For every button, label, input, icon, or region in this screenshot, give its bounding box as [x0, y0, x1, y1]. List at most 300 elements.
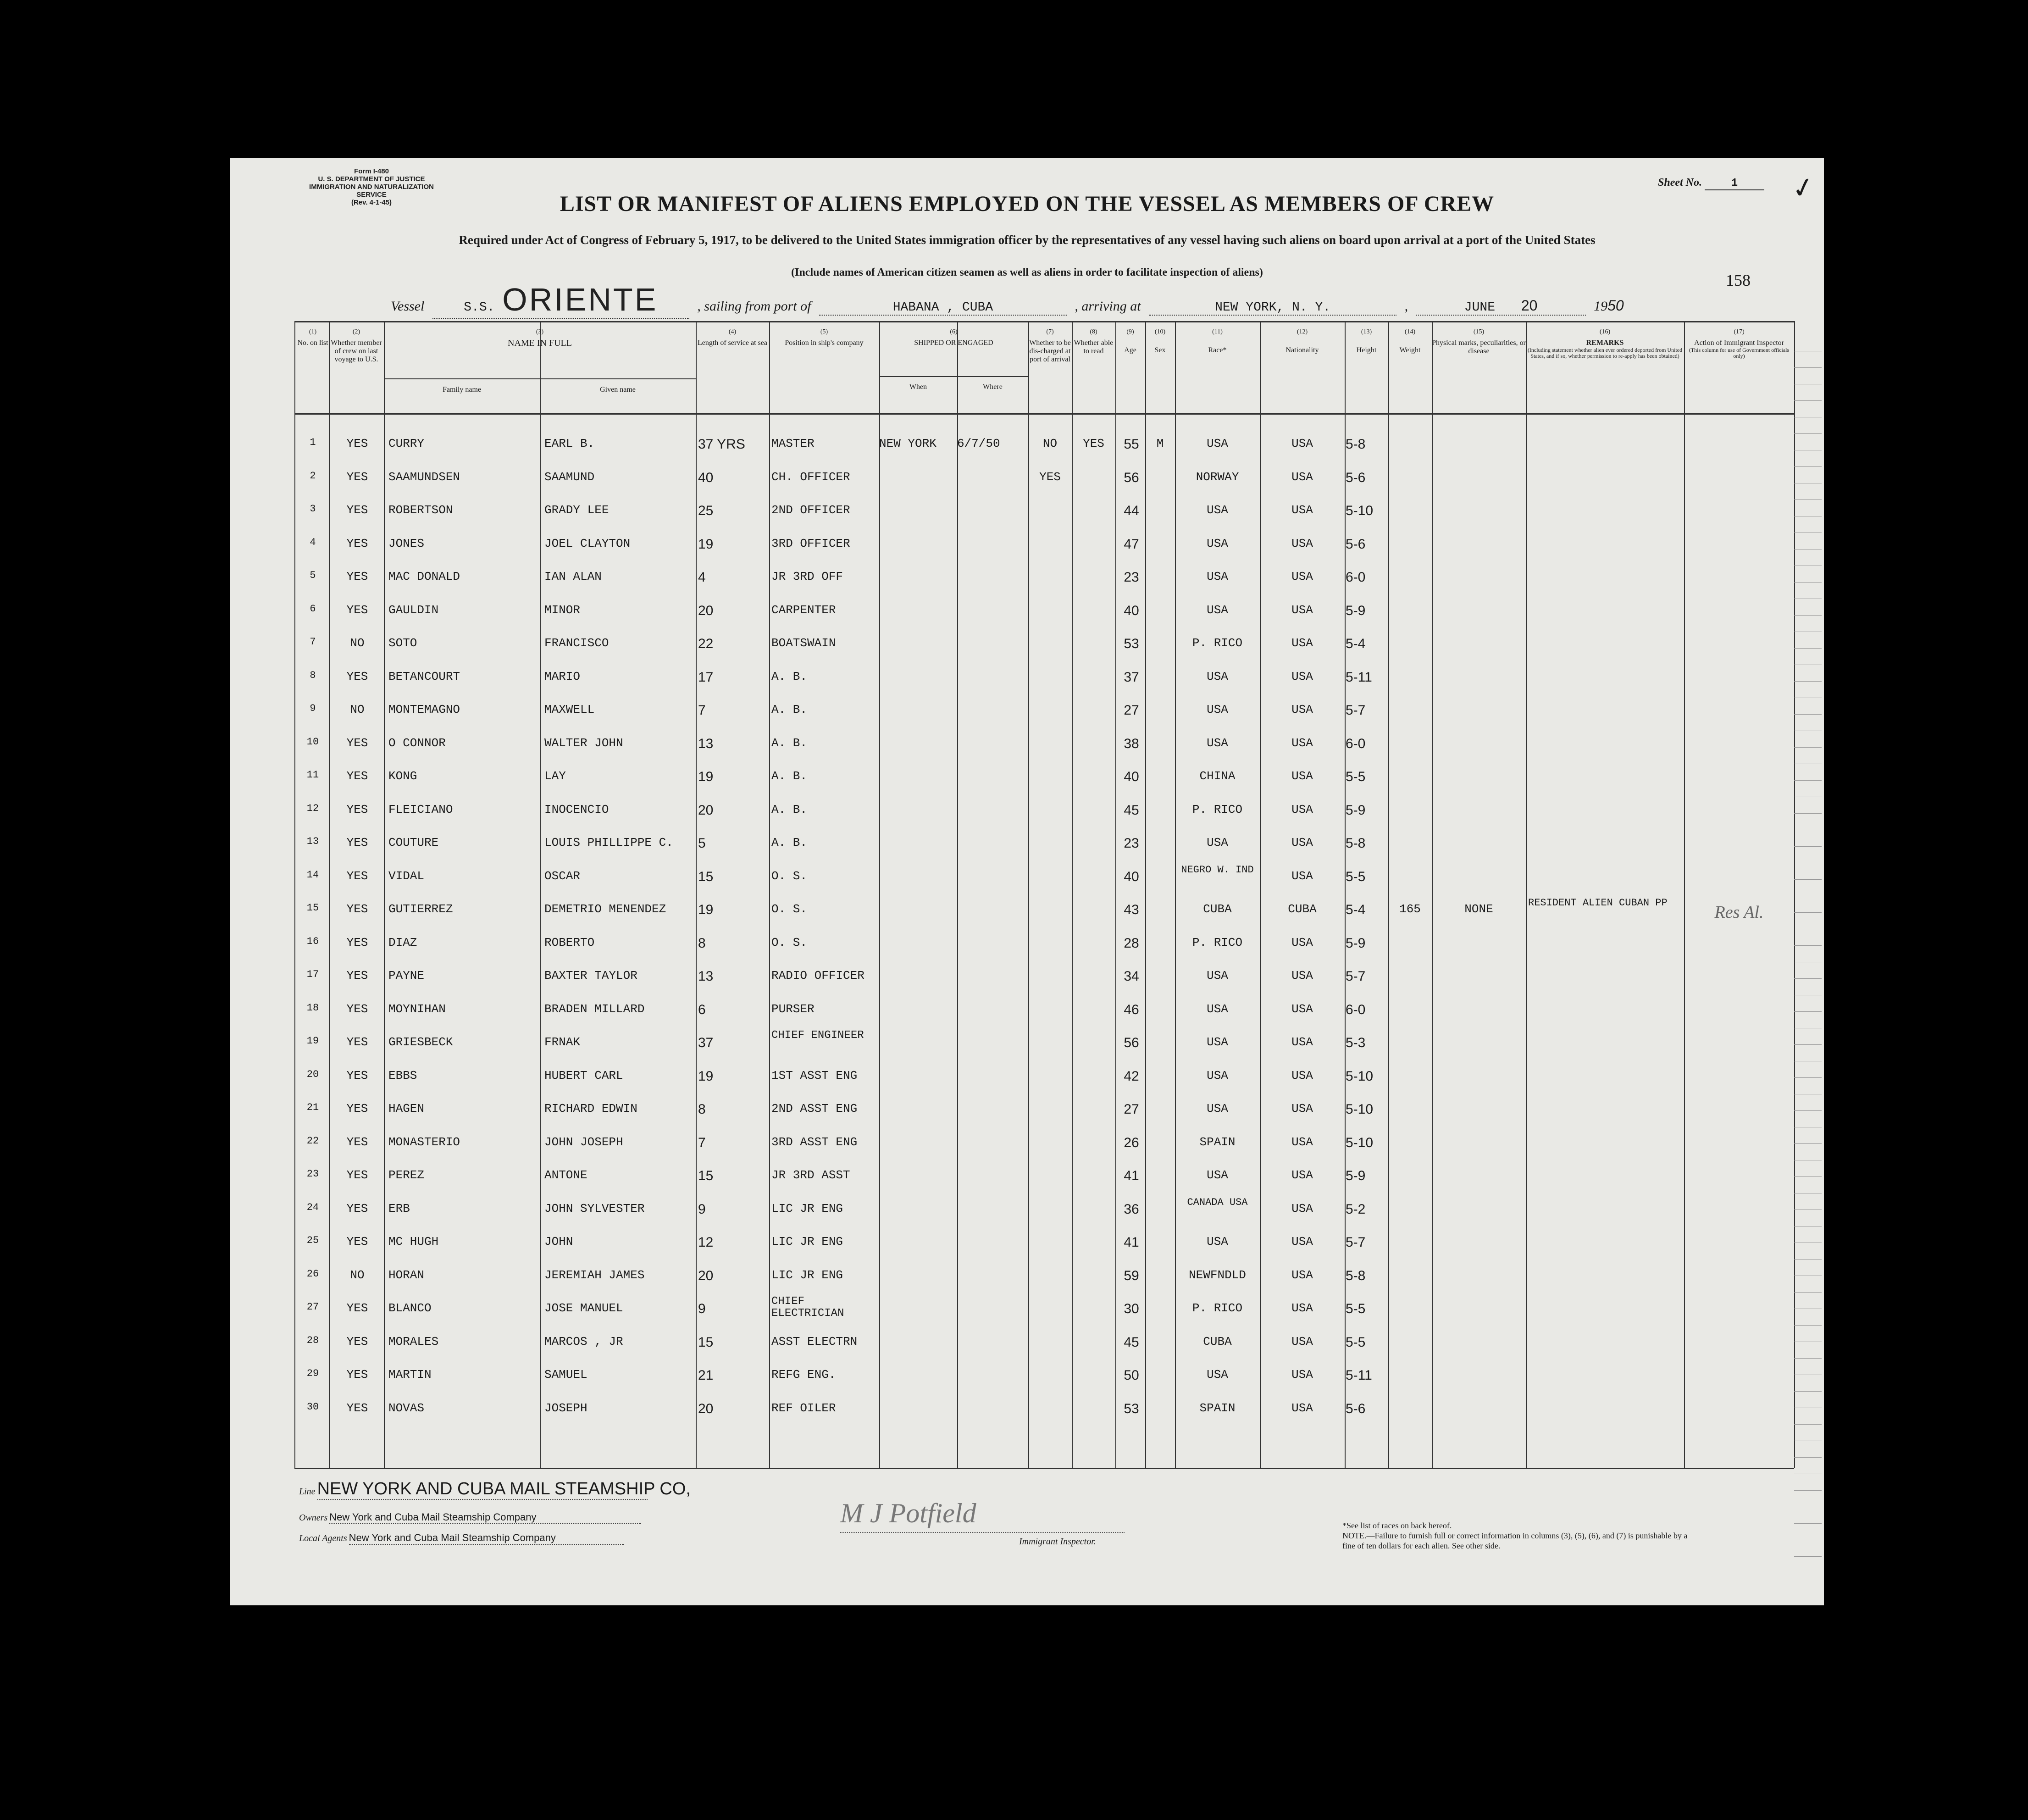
cell-service: 7: [698, 703, 706, 718]
cell-nationality: USA: [1291, 802, 1313, 816]
cell-prev: YES: [346, 935, 368, 949]
cell-service: 20: [698, 1401, 714, 1416]
cell-race: USA: [1207, 570, 1228, 583]
cell-family: KONG: [388, 769, 417, 783]
cell-no: 23: [306, 1168, 319, 1180]
cell-service: 19: [698, 902, 714, 917]
cell-prev: YES: [346, 736, 368, 750]
cell-given: JOHN SYLVESTER: [544, 1201, 645, 1215]
cell-no: 27: [306, 1301, 319, 1313]
cell-race: USA: [1207, 736, 1228, 750]
cell-height: 5-4: [1346, 902, 1366, 917]
cell-family: PAYNE: [388, 969, 425, 982]
cell-service: 22: [698, 636, 714, 651]
arrival-year-prefix: 19: [1594, 299, 1608, 314]
sheet-number-label: Sheet No.: [1658, 177, 1702, 189]
cell-service: 9: [698, 1301, 706, 1316]
cell-nationality: USA: [1291, 536, 1313, 550]
cell-race: P. RICO: [1192, 935, 1243, 949]
grid-rule: [1794, 1044, 1822, 1045]
cell-race: USA: [1207, 1102, 1228, 1115]
cell-prev: YES: [346, 437, 368, 450]
grid-rule: [1794, 1490, 1822, 1491]
grid-rule: [1794, 747, 1822, 748]
vessel-label: Vessel: [391, 299, 425, 314]
cell-height: 5-10: [1346, 1102, 1374, 1117]
cell-height: 5-8: [1346, 437, 1366, 452]
col-nationality-header: (12) Nationality: [1286, 328, 1319, 354]
cell-nationality: USA: [1291, 1201, 1313, 1215]
cell-given: JEREMIAH JAMES: [544, 1268, 645, 1282]
grid-rule: [1794, 1011, 1822, 1012]
cell-race: USA: [1207, 1235, 1228, 1248]
grid-rule: [1794, 846, 1822, 847]
cell-no: 2: [310, 470, 316, 482]
cell-race: USA: [1207, 1368, 1228, 1382]
cell-prev: NO: [350, 703, 365, 716]
cell-service: 19: [698, 1068, 714, 1084]
cell-height: 5-8: [1346, 836, 1366, 851]
grid-rule: [384, 321, 385, 1468]
cell-race: CHINA: [1199, 769, 1236, 783]
cell-family: MOYNIHAN: [388, 1002, 446, 1016]
cell-race: USA: [1207, 669, 1228, 683]
cell-nationality: USA: [1291, 603, 1313, 617]
cell-service: 6: [698, 1002, 706, 1017]
cell-family: O CONNOR: [388, 736, 446, 750]
col-no-header: (1) No. on list: [297, 328, 328, 347]
cell-given: MAXWELL: [544, 703, 595, 716]
grid-rule: [1794, 321, 1795, 1468]
arriving-label: , arriving at: [1075, 299, 1141, 314]
grid-rule: [1794, 1556, 1822, 1557]
cell-given: JOHN JOSEPH: [544, 1135, 623, 1149]
grid-rule: [540, 321, 541, 1468]
col-remarks-header: (16) REMARKS (Including statement whether alien ever ordered deported from United States, and if so, whether permission to re-apply has been obtained): [1527, 328, 1683, 359]
grid-rule: [1175, 321, 1176, 1468]
cell-prev: YES: [346, 1368, 368, 1382]
cell-prev: YES: [346, 1235, 368, 1248]
cell-service: 17: [698, 669, 714, 685]
cell-age: 56: [1124, 470, 1139, 485]
cell-given: SAAMUND: [544, 470, 595, 484]
cell-no: 16: [306, 935, 319, 947]
cell-service: 8: [698, 935, 706, 951]
cell-nationality: USA: [1291, 669, 1313, 683]
cell-no: 14: [306, 869, 319, 881]
grid-rule: [1794, 648, 1822, 649]
cell-family: MC HUGH: [388, 1235, 439, 1248]
cell-service: 5: [698, 836, 706, 851]
cell-nationality: USA: [1291, 437, 1313, 450]
col-read-header: (8) Whether able to read: [1074, 328, 1114, 355]
races-note: *See list of races on back hereof.: [1342, 1521, 1452, 1530]
cell-race: USA: [1207, 1168, 1228, 1182]
cell-prev: YES: [346, 1201, 368, 1215]
cell-height: 5-10: [1346, 1068, 1374, 1084]
cell-age: 41: [1124, 1168, 1139, 1183]
cell-position: BOATSWAIN: [771, 636, 836, 650]
cell-nationality: USA: [1291, 935, 1313, 949]
cell-position: REFG ENG.: [771, 1368, 836, 1382]
cell-age: 40: [1124, 869, 1139, 884]
cell-race: USA: [1207, 603, 1228, 617]
page-subtitle: Required under Act of Congress of February 5, 1917, to be delivered to the United States immigration officer by the representatives of any vessel having such aliens on board upon arrival at a port of the United States: [459, 233, 1596, 247]
cell-age: 36: [1124, 1201, 1139, 1217]
cell-service: 37 YRS: [698, 437, 745, 452]
cell-nationality: USA: [1291, 1135, 1313, 1149]
cell-no: 30: [306, 1401, 319, 1413]
cell-given: FRNAK: [544, 1035, 581, 1049]
cell-prev: YES: [346, 1002, 368, 1016]
cell-service: 15: [698, 869, 714, 884]
grid-rule: [294, 413, 1794, 415]
col-race-header: (11) Race*: [1208, 328, 1227, 354]
grid-rule: [1072, 321, 1073, 1468]
cell-prev: YES: [346, 769, 368, 783]
cell-age: 46: [1124, 1002, 1139, 1017]
cell-race: P. RICO: [1192, 802, 1243, 816]
arrival-year-suffix: 50: [1607, 297, 1624, 314]
cell-height: 5-7: [1346, 1235, 1366, 1250]
cell-race: USA: [1207, 1002, 1228, 1016]
cell-given: OSCAR: [544, 869, 581, 883]
grid-rule: [957, 321, 958, 1468]
cell-family: CURRY: [388, 437, 425, 450]
cell-race: P. RICO: [1192, 1301, 1243, 1315]
cell-family: MORALES: [388, 1334, 439, 1348]
grid-rule: [1794, 1176, 1822, 1177]
grid-rule: [1794, 1110, 1822, 1111]
cell-no: 29: [306, 1368, 319, 1379]
cell-position: O. S.: [771, 869, 808, 883]
grid-rule: [1794, 813, 1822, 814]
cell-age: 28: [1124, 935, 1139, 951]
from-port: HABANA , CUBA: [819, 300, 1067, 316]
cell-position: 3RD ASST ENG: [771, 1135, 858, 1149]
cell-race: SPAIN: [1199, 1135, 1236, 1149]
cell-service: 25: [698, 503, 714, 518]
cell-discharged: NO: [1042, 437, 1058, 450]
cell-age: 45: [1124, 1334, 1139, 1350]
owners-field: [299, 1511, 641, 1524]
form-dept: U. S. DEPARTMENT OF JUSTICE: [318, 175, 425, 183]
grid-rule: [1794, 615, 1822, 616]
cell-service: 9: [698, 1201, 706, 1217]
cell-family: GUTIERREZ: [388, 902, 453, 916]
manifest-sheet: [230, 158, 1824, 1605]
cell-family: PEREZ: [388, 1168, 425, 1182]
cell-given: EARL B.: [544, 437, 595, 450]
cell-nationality: USA: [1291, 636, 1313, 650]
cell-given: MARCOS , JR: [544, 1334, 623, 1348]
cell-age: 34: [1124, 969, 1139, 984]
cell-nationality: USA: [1291, 1168, 1313, 1182]
cell-position: LIC JR ENG: [771, 1268, 843, 1282]
cell-age: 43: [1124, 902, 1139, 917]
cell-no: 10: [306, 736, 319, 748]
grid-rule: [1794, 681, 1822, 682]
cell-race: USA: [1207, 703, 1228, 716]
grid-rule: [696, 321, 697, 1468]
grid-rule: [1794, 912, 1822, 913]
grid-rule: [1794, 466, 1822, 467]
grid-rule: [1794, 780, 1822, 781]
cell-family: JONES: [388, 536, 425, 550]
cell-family: MONTEMAGNO: [388, 703, 460, 716]
cell-height: 5-11: [1346, 669, 1372, 685]
cell-age: 53: [1124, 1401, 1139, 1416]
cell-given: RICHARD EDWIN: [544, 1102, 637, 1115]
cell-height: 5-4: [1346, 636, 1366, 651]
cell-family: EBBS: [388, 1068, 417, 1082]
cell-service: 20: [698, 802, 714, 818]
grid-rule: [1115, 321, 1116, 1468]
cell-height: 5-2: [1346, 1201, 1366, 1217]
cell-service: 15: [698, 1334, 714, 1350]
arriving-port: NEW YORK, N. Y.: [1149, 300, 1396, 316]
cell-prev: YES: [346, 1035, 368, 1049]
cell-race: CUBA: [1203, 1334, 1232, 1348]
grid-rule: [1794, 433, 1822, 434]
cell-nationality: USA: [1291, 1235, 1313, 1248]
col-weight-header: (14) Weight: [1399, 328, 1421, 354]
cell-prev: YES: [346, 1401, 368, 1415]
cell-position: CARPENTER: [771, 603, 836, 617]
cell-age: 42: [1124, 1068, 1139, 1084]
cell-when: NEW YORK: [879, 437, 936, 450]
line-value: NEW YORK AND CUBA MAIL STEAMSHIP CO,: [317, 1479, 648, 1500]
cell-position: O. S.: [771, 935, 808, 949]
cell-family: BLANCO: [388, 1301, 432, 1315]
grid-rule: [1794, 1143, 1822, 1144]
cell-nationality: USA: [1291, 570, 1313, 583]
grid-rule: [1794, 582, 1822, 583]
cell-service: 20: [698, 1268, 714, 1283]
cell-age: 41: [1124, 1235, 1139, 1250]
cell-given: JOSEPH: [544, 1401, 587, 1415]
cell-family: MONASTERIO: [388, 1135, 460, 1149]
grid-rule: [1260, 321, 1261, 1468]
cell-nationality: USA: [1291, 736, 1313, 750]
col-when-header: When: [909, 383, 927, 391]
col-given-name-header: Given name: [600, 386, 636, 394]
cell-race: CUBA: [1203, 902, 1232, 916]
cell-height: 5-5: [1346, 869, 1366, 884]
cell-prev: YES: [346, 503, 368, 517]
cell-height: 5-9: [1346, 603, 1366, 618]
cell-race: USA: [1207, 836, 1228, 849]
cell-age: 23: [1124, 570, 1139, 585]
cell-position: O. S.: [771, 902, 808, 916]
cell-given: DEMETRIO MENENDEZ: [544, 902, 666, 916]
cell-nationality: USA: [1291, 1268, 1313, 1282]
grid-rule: [879, 376, 1028, 377]
grid-rule: [1794, 1424, 1822, 1425]
cell-height: 5-5: [1346, 1334, 1366, 1350]
cell-race: CANADA USA: [1187, 1196, 1248, 1208]
cell-prev: YES: [346, 869, 368, 883]
cell-no: 4: [310, 536, 316, 548]
cell-age: 50: [1124, 1368, 1139, 1383]
cell-height: 5-10: [1346, 1135, 1374, 1150]
cell-position: A. B.: [771, 836, 808, 849]
cell-action: Res Al.: [1714, 903, 1764, 922]
cell-family: DIAZ: [388, 935, 417, 949]
col-discharged-header: (7) Whether to be dis-charged at port of arrival: [1029, 328, 1071, 363]
cell-position: A. B.: [771, 802, 808, 816]
line-field: [299, 1479, 691, 1500]
cell-no: 21: [306, 1102, 319, 1113]
cell-given: LOUIS PHILLIPPE C.: [544, 836, 673, 849]
cell-service: 21: [698, 1368, 714, 1383]
cell-no: 7: [310, 636, 316, 648]
cell-nationality: USA: [1291, 836, 1313, 849]
cell-given: JOEL CLAYTON: [544, 536, 631, 550]
grid-rule: [1794, 1523, 1822, 1524]
cell-no: 12: [306, 802, 319, 814]
cell-position: ASST ELECTRN: [771, 1334, 858, 1348]
cell-height: 6-0: [1346, 736, 1366, 751]
cell-no: 9: [310, 703, 316, 714]
sheet-number-value: 1: [1705, 177, 1764, 190]
cell-nationality: USA: [1291, 1334, 1313, 1348]
cell-family: ERB: [388, 1201, 410, 1215]
cell-height: 5-9: [1346, 802, 1366, 818]
cell-height: 5-7: [1346, 703, 1366, 718]
cell-remarks: RESIDENT ALIEN CUBAN PP: [1528, 897, 1668, 909]
grid-rule: [1794, 1292, 1822, 1293]
cell-given: JOHN: [544, 1235, 573, 1248]
page-title: LIST OR MANIFEST OF ALIENS EMPLOYED ON THE VESSEL AS MEMBERS OF CREW: [560, 192, 1495, 216]
cell-service: 15: [698, 1168, 714, 1183]
grid-rule: [1794, 1391, 1822, 1392]
agents-value: New York and Cuba Mail Steamship Company: [349, 1532, 624, 1545]
col-height-header: (13) Height: [1356, 328, 1377, 354]
col-service-header: (4) Length of service at sea: [698, 328, 767, 347]
cell-where: 6/7/50: [957, 437, 1000, 450]
grid-rule: [1684, 321, 1685, 1468]
inspector-signature: M J Potfield: [840, 1498, 976, 1528]
cell-height: 5-6: [1346, 536, 1366, 552]
col-prev-voyage-header: (2) Whether member of crew on last voyage to U.S.: [331, 328, 382, 363]
inspector-label: Immigrant Inspector.: [1019, 1537, 1096, 1547]
col-sex-header: (10) Sex: [1154, 328, 1166, 354]
cell-position: A. B.: [771, 736, 808, 750]
form-id: Form I-480: [354, 167, 389, 175]
cell-no: 17: [306, 969, 319, 980]
cell-position: PURSER: [771, 1002, 815, 1016]
grid-rule: [1794, 1325, 1822, 1326]
page-subnote: (Include names of American citizen seamen as well as aliens in order to facilitate inspection of aliens): [791, 266, 1263, 278]
cell-service: 20: [698, 603, 714, 618]
col-position-header: (5) Position in ship's company: [785, 328, 864, 347]
cell-age: 44: [1124, 503, 1139, 518]
cell-race: USA: [1207, 1068, 1228, 1082]
cell-race: USA: [1207, 536, 1228, 550]
cell-position: A. B.: [771, 669, 808, 683]
cell-age: 55: [1124, 437, 1139, 452]
cell-age: 30: [1124, 1301, 1139, 1316]
cell-service: 40: [698, 470, 714, 485]
grid-rule: [1432, 321, 1433, 1468]
cell-given: BAXTER TAYLOR: [544, 969, 637, 982]
cell-height: 5-6: [1346, 1401, 1366, 1416]
cell-age: 40: [1124, 769, 1139, 784]
cell-position: 1ST ASST ENG: [771, 1068, 858, 1082]
cell-height: 5-3: [1346, 1035, 1366, 1050]
cell-given: MINOR: [544, 603, 581, 617]
signature-line: [840, 1532, 1125, 1533]
cell-height: 5-10: [1346, 503, 1374, 518]
cell-race: NORWAY: [1196, 470, 1239, 484]
col-shipped-header: (6) SHIPPED OR ENGAGED: [914, 328, 993, 347]
cell-prev: YES: [346, 969, 368, 982]
cell-prev: YES: [346, 570, 368, 583]
col-marks-header: (15) Physical marks, peculiarities, or disease: [1432, 328, 1526, 355]
cell-given: GRADY LEE: [544, 503, 609, 517]
arrival-month: JUNE: [1464, 300, 1495, 315]
agents-label: Local Agents: [299, 1533, 347, 1543]
grid-rule: [1794, 879, 1822, 880]
cell-given: HUBERT CARL: [544, 1068, 623, 1082]
cell-age: 38: [1124, 736, 1139, 751]
col-age-header: (9) Age: [1124, 328, 1136, 354]
cell-race: SPAIN: [1199, 1401, 1236, 1415]
cell-prev: YES: [346, 836, 368, 849]
cell-height: 5-9: [1346, 1168, 1366, 1183]
cell-height: 5-9: [1346, 935, 1366, 951]
cell-position: A. B.: [771, 703, 808, 716]
cell-no: 3: [310, 503, 316, 515]
vessel-name: ORIENTE: [502, 282, 658, 317]
cell-given: LAY: [544, 769, 566, 783]
cell-no: 15: [306, 902, 319, 914]
cell-family: SOTO: [388, 636, 417, 650]
cell-given: SAMUEL: [544, 1368, 587, 1382]
col-family-name-header: Family name: [443, 386, 481, 394]
stamped-page-number: 158: [1726, 271, 1751, 289]
cell-no: 18: [306, 1002, 319, 1014]
cell-family: MARTIN: [388, 1368, 432, 1382]
cell-nationality: USA: [1291, 470, 1313, 484]
cell-race: NEWFNDLD: [1189, 1268, 1246, 1282]
cell-discharged: YES: [1039, 470, 1061, 484]
cell-nationality: USA: [1291, 869, 1313, 883]
cell-no: 11: [306, 769, 319, 781]
cell-no: 20: [306, 1068, 319, 1080]
cell-position: 3RD OFFICER: [771, 536, 850, 550]
cell-no: 26: [306, 1268, 319, 1280]
grid-rule: [1794, 400, 1822, 401]
cell-position: JR 3RD OFF: [771, 570, 843, 583]
grid-rule: [1794, 1358, 1822, 1359]
cell-position: REF OILER: [771, 1401, 836, 1415]
cell-height: 5-5: [1346, 1301, 1366, 1316]
cell-no: 5: [310, 570, 316, 581]
cell-position: 2ND OFFICER: [771, 503, 850, 517]
cell-height: 5-11: [1346, 1368, 1372, 1383]
cell-prev: YES: [346, 1068, 368, 1082]
cell-given: WALTER JOHN: [544, 736, 623, 750]
cell-nationality: USA: [1291, 1068, 1313, 1082]
cell-prev: YES: [346, 470, 368, 484]
cell-nationality: USA: [1291, 969, 1313, 982]
grid-rule: [294, 1468, 1794, 1469]
grid-rule: [384, 378, 696, 379]
cell-prev: YES: [346, 1135, 368, 1149]
cell-family: VIDAL: [388, 869, 425, 883]
